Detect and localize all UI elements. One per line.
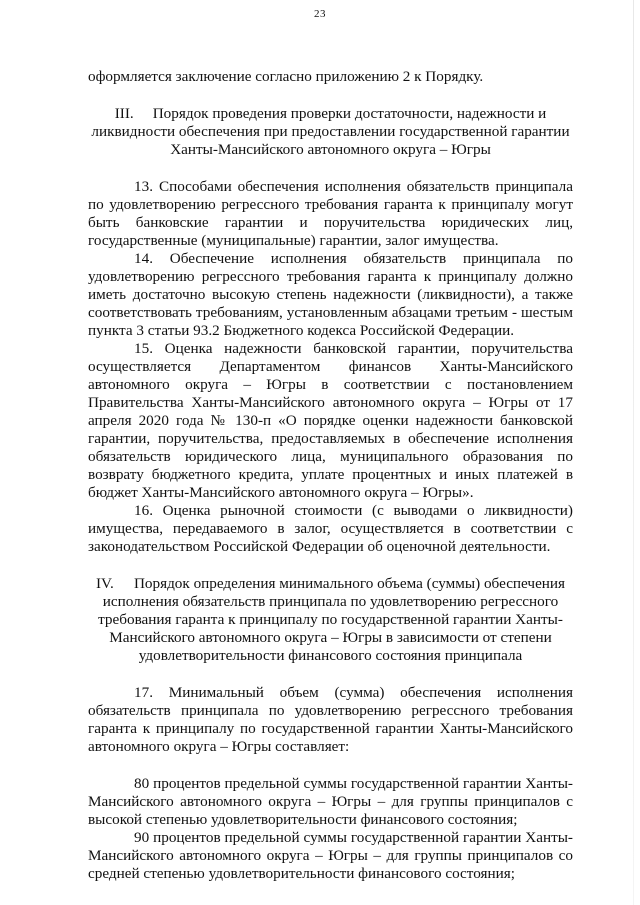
paragraph-17-item-90: 90 процентов предельной суммы государственной гарантии Ханты-Мансийского автономного округа – Югры – для группы принципалов со средней степенью удовлетворительности финансового состояния; xyxy=(88,829,573,882)
paragraph-17: 17. Минимальный объем (сумма) обеспечения исполнения обязательств принципала по удовлетворению регрессного требования гаранта к принципалу по государственной гарантии Ханты-Мансийского автономного округа – Югры составляет: xyxy=(88,684,573,755)
paragraph-14: 14. Обеспечение исполнения обязательств принципала по удовлетворению регрессного требования гаранта к принципалу должно иметь достаточно высокую степень надежности (ликвидности), а также соответствовать требованиям, установленным абзацами третьим - шестым пункта 3 статьи 93.2 Бюджетного кодекса Российской Федерации. xyxy=(88,250,573,339)
paragraph-15: 15. Оценка надежности банковской гарантии, поручительства осуществляется Департаментом финансов Ханты-Мансийского автономного округа – Югры в соответствии с постановлением Правительства Ханты-Мансийского автономного округа – Югры от 17 апреля 2020 года № 130-п «О порядке оценки надежности банковской гарантии, поручительства, предоставляемых в обеспечение исполнения обязательств юридического лица, муниципального образования по возврату бюджетного кредита, уплате процентных и иных платежей в бюджет Ханты-Мансийского автономного округа – Югры». xyxy=(88,340,573,501)
intro-line: оформляется заключение согласно приложению 2 к Порядку. xyxy=(88,68,484,85)
document-body xyxy=(88,68,573,883)
paragraph-17-item-80: 80 процентов предельной суммы государственной гарантии Ханты-Мансийского автономного округа – Югры – для группы принципалов с высокой степенью удовлетворительности финансового состояния; xyxy=(88,775,573,828)
page-number: 23 xyxy=(314,8,326,20)
section-4-title: Порядок определения минимального объема (суммы) обеспечения исполнения обязательств принципала по удовлетворению регрессного требования гаранта к принципалу по государственной гарантии Ханты-Мансийского автономного округа – Югры в зависимости от степени удовлетворительности финансового состояния принципала xyxy=(98,575,566,664)
spacer xyxy=(88,159,573,178)
paragraph-16: 16. Оценка рыночной стоимости (с выводами о ликвидности) имущества, передаваемого в залог, осуществляется в соответствии с законодательством Российской Федерации об оценочной деятельности. xyxy=(88,502,573,555)
spacer xyxy=(88,665,573,684)
section-4-heading xyxy=(88,575,573,665)
spacer xyxy=(88,86,573,105)
section-3-number: III. xyxy=(114,105,134,122)
section-3-heading xyxy=(88,105,573,159)
scan-edge-shadow xyxy=(633,0,634,905)
section-3-title: Порядок проведения проверки достаточности, надежности и ликвидности обеспечения при предоставлении государственной гарантии Ханты-Мансийского автономного округа – Югры xyxy=(91,105,570,158)
paragraph-13: 13. Способами обеспечения исполнения обязательств принципала по удовлетворению регрессного требования гаранта к принципалу могут быть банковские гарантии и поручительства юридических лиц, государственные (муниципальные) гарантии, залог имущества. xyxy=(88,178,573,249)
spacer xyxy=(88,756,573,775)
section-4-number: IV. xyxy=(95,575,114,592)
spacer xyxy=(88,556,573,575)
